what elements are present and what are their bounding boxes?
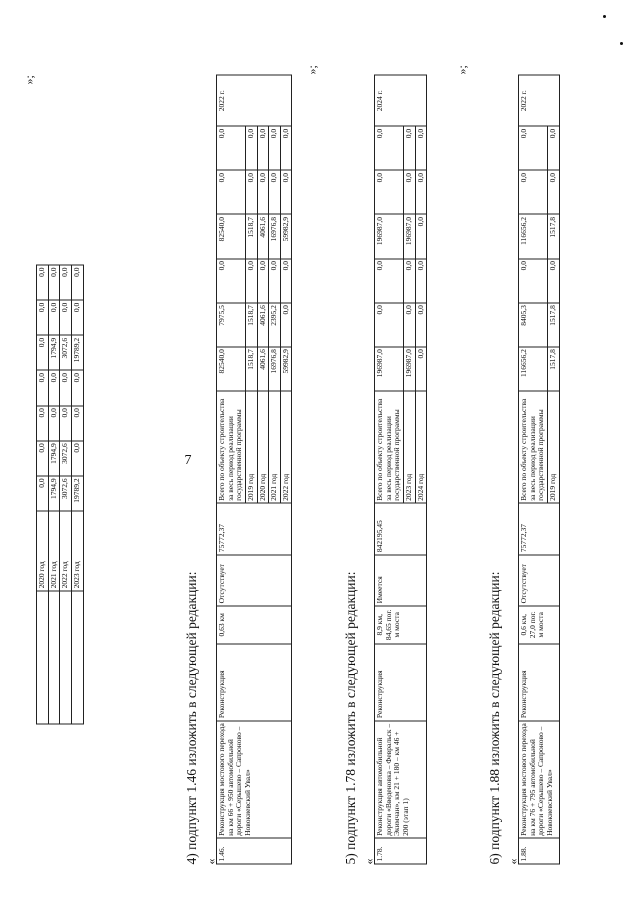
table-cell: 0,0 [37, 476, 49, 511]
table-cell [48, 591, 60, 724]
table-cell: 0,0 [547, 170, 559, 214]
table-cell: 196987,0 [403, 214, 415, 258]
table-cell: 2022 г. [519, 75, 560, 126]
table-cell: 1518,7 [245, 214, 257, 258]
table-cell: 4061,6 [257, 347, 269, 391]
table-cell: 0,0 [375, 170, 404, 214]
table-cell: 116656,2 [519, 214, 548, 258]
table-cell: 116656,2 [519, 347, 548, 391]
table-cell: 0,0 [60, 300, 72, 335]
table-cell: 0,0 [415, 347, 427, 391]
table-cell: Отсутствует [519, 555, 560, 606]
table-cell: 82540,0 [217, 347, 246, 391]
table-cell: 0,0 [269, 259, 281, 303]
table-cell: 3072,6 [60, 441, 72, 476]
table-cell: 0,0 [415, 303, 427, 347]
table-cell: 0,0 [37, 441, 49, 476]
table-cell: 0,0 [257, 259, 269, 303]
section-4-open-quote: « [204, 858, 218, 865]
table-cell [37, 591, 49, 724]
table-cell: 0,6 км, 27,0 пог. м моста [519, 606, 560, 644]
table-cell: 0,0 [217, 170, 246, 214]
section-5-open-quote: « [362, 858, 376, 865]
table-cell: 2022 г. [217, 75, 292, 126]
table-cell: 0,0 [280, 259, 292, 303]
section-6-heading: 6) подпункт 1.88 изложить в следующей редакции: [487, 571, 502, 865]
table-cell: 4061,6 [257, 214, 269, 258]
section-6-table [518, 75, 560, 865]
table-cell: 0,0 [48, 300, 60, 335]
table-cell: 75772,37 [519, 503, 560, 554]
close-quote-0: »; [22, 75, 36, 85]
table-cell: 0,0 [375, 303, 404, 347]
table-cell: 2020 год [257, 391, 269, 504]
table-cell: 196987,0 [403, 347, 415, 391]
table-cell: 2024 год [415, 391, 427, 504]
table-cell: 1518,7 [245, 303, 257, 347]
table-cell: 0,0 [48, 406, 60, 441]
page-number: 7 [184, 453, 192, 468]
table-cell: Имеется [375, 555, 427, 606]
table-cell: 0,0 [415, 126, 427, 170]
table-cell: 0,0 [519, 170, 548, 214]
table-cell: 0,0 [547, 259, 559, 303]
table-cell [71, 591, 83, 724]
table-cell: 2019 год [245, 391, 257, 504]
table-cell: 0,0 [547, 126, 559, 170]
table-cell: 0,0 [519, 126, 548, 170]
table-cell: 0,0 [217, 126, 246, 170]
table-cell: 0,0 [37, 335, 49, 370]
section-4-close-quote: »; [305, 65, 319, 75]
table-row [217, 75, 246, 864]
table-cell: 19789,2 [71, 335, 83, 370]
stray-mark [603, 15, 606, 18]
table-cell: Реконструкция мостового перехода на км 76 + 795 автомобильной дороги «Серышево – Сапроново – Новокиевский Увал» [519, 721, 560, 839]
table-cell: 2023 год [71, 511, 83, 591]
table-cell: 0,0 [71, 370, 83, 405]
table-cell: 0,0 [60, 265, 72, 300]
table-cell: Реконструкция автомобильной дороги «Введеновка – Февральск – Экимчан», км 21 + 180 – км 46 + 200 (этап 1) [375, 721, 427, 839]
table-cell: 2020 год [37, 511, 49, 591]
table-cell: 0,0 [71, 406, 83, 441]
table-cell: 59982,9 [280, 347, 292, 391]
table-cell: 8,9 км, 84,65 пог. м моста [375, 606, 427, 644]
table-cell: 3072,6 [60, 335, 72, 370]
table-cell: 196987,0 [375, 214, 404, 258]
table-cell: 75772,37 [217, 503, 292, 554]
table-cell: 1.46. [217, 838, 292, 864]
table-cell [60, 591, 72, 724]
table-cell: 0,0 [71, 265, 83, 300]
section-5-close-quote: »; [455, 65, 469, 75]
table-row [48, 265, 60, 724]
section-4-heading: 4) подпункт 1.46 изложить в следующей редакции: [184, 571, 199, 865]
table-cell: Всего по объекту строительства за весь период реализации государственной программы [519, 391, 548, 504]
table-cell: 0,0 [403, 170, 415, 214]
table-cell: 2024 г. [375, 75, 427, 126]
table-cell: 0,0 [415, 259, 427, 303]
table-cell: 0,0 [403, 259, 415, 303]
table-cell: 0,63 км [217, 606, 292, 644]
table-cell: Всего по объекту строительства за весь период реализации государственной программы [375, 391, 404, 504]
table-cell: 0,0 [375, 259, 404, 303]
table-cell: Отсутствует [217, 555, 292, 606]
table-cell: 0,0 [280, 126, 292, 170]
table-cell: 0,0 [403, 303, 415, 347]
table-cell: 0,0 [245, 126, 257, 170]
table-row [71, 265, 83, 724]
table-cell: 0,0 [48, 265, 60, 300]
table-cell: 1.78. [375, 838, 427, 864]
table-cell: 0,0 [71, 441, 83, 476]
table-cell: 0,0 [257, 170, 269, 214]
continuation-table [36, 265, 84, 725]
table-cell: 19789,2 [71, 476, 83, 511]
table-cell: 0,0 [217, 259, 246, 303]
table-cell: 0,0 [375, 126, 404, 170]
section-5-heading: 5) подпункт 1.78 изложить в следующей редакции: [343, 571, 358, 865]
section-4-table [216, 75, 292, 865]
table-cell: 1.88. [519, 838, 560, 864]
table-cell: 0,0 [37, 300, 49, 335]
table-cell: 1518,7 [245, 347, 257, 391]
table-cell: 0,0 [245, 170, 257, 214]
section-6-open-quote: « [506, 858, 520, 865]
table-cell: Реконструкция мостового перехода на км 66 + 950 автомобильной дороги «Серышево – Сапроново – Новокиевский Увал» [217, 721, 292, 839]
table-cell: 0,0 [269, 126, 281, 170]
table-cell: 16976,8 [269, 347, 281, 391]
table-cell: 0,0 [37, 265, 49, 300]
stray-mark [620, 42, 623, 45]
table-cell: 82540,0 [217, 214, 246, 258]
table-cell: 1794,9 [48, 335, 60, 370]
table-cell: Реконструкция [519, 644, 560, 721]
table-cell: 842195,45 [375, 503, 427, 554]
table-cell: 1517,8 [547, 347, 559, 391]
table-cell: 2022 год [280, 391, 292, 504]
table-cell: 0,0 [245, 259, 257, 303]
table-cell: 0,0 [37, 370, 49, 405]
table-cell: 1794,9 [48, 441, 60, 476]
table-cell: 2023 год [403, 391, 415, 504]
table-cell: Реконструкция [217, 644, 292, 721]
table-cell: 0,0 [280, 170, 292, 214]
table-cell: 0,0 [60, 406, 72, 441]
table-cell: 0,0 [403, 126, 415, 170]
table-cell: Реконструкция [375, 644, 427, 721]
section-5-table [374, 75, 427, 865]
table-cell: 0,0 [415, 170, 427, 214]
table-cell: 7975,5 [217, 303, 246, 347]
table-cell: 1517,8 [547, 214, 559, 258]
table-cell: 2019 год [547, 391, 559, 504]
table-cell: 2021 год [48, 511, 60, 591]
table-cell: 1794,9 [48, 476, 60, 511]
table-row [519, 75, 548, 864]
table-row [60, 265, 72, 724]
table-cell: 0,0 [48, 370, 60, 405]
table-cell: 4061,6 [257, 303, 269, 347]
table-cell: Всего по объекту строительства за весь период реализации государственной программы [217, 391, 246, 504]
table-cell: 59982,9 [280, 214, 292, 258]
table-row [37, 265, 49, 724]
table-cell: 1517,8 [547, 303, 559, 347]
table-cell: 2395,2 [269, 303, 281, 347]
table-cell: 0,0 [269, 170, 281, 214]
table-cell: 0,0 [71, 300, 83, 335]
table-cell: 0,0 [60, 370, 72, 405]
table-cell: 0,0 [37, 406, 49, 441]
table-cell: 16976,8 [269, 214, 281, 258]
table-cell: 0,0 [415, 214, 427, 258]
table-cell: 0,0 [519, 259, 548, 303]
table-row [375, 75, 404, 864]
table-cell: 0,0 [257, 126, 269, 170]
table-cell: 3072,6 [60, 476, 72, 511]
table-cell: 196987,0 [375, 347, 404, 391]
table-cell: 2021 год [269, 391, 281, 504]
table-cell: 0,0 [280, 303, 292, 347]
table-cell: 8405,3 [519, 303, 548, 347]
table-cell: 2022 год [60, 511, 72, 591]
